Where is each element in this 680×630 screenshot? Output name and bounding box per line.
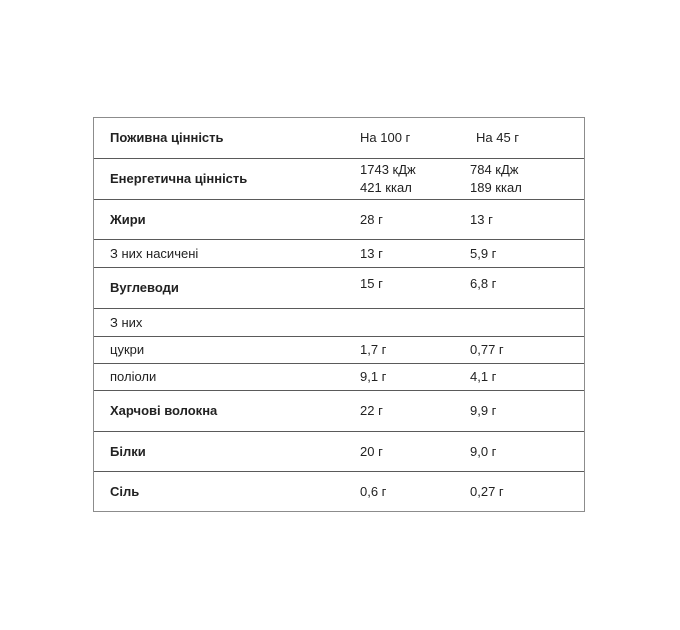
header-label: Поживна цінність bbox=[110, 130, 224, 145]
row-label: Вуглеводи bbox=[110, 280, 179, 295]
row-label: Сіль bbox=[110, 484, 140, 499]
row-value-45g: 9,0 г bbox=[470, 444, 497, 459]
table-row-saturated bbox=[94, 239, 584, 268]
table-row-of-which bbox=[94, 308, 584, 337]
row-label: З них bbox=[110, 315, 143, 330]
energy-45g-kcal: 189 ккал bbox=[470, 180, 522, 195]
row-value-45g: 13 г bbox=[470, 212, 493, 227]
row-label: цукри bbox=[110, 342, 145, 357]
row-value-45g: 0,27 г bbox=[470, 484, 504, 499]
row-label: Жири bbox=[110, 212, 146, 227]
row-value-100g: 13 г bbox=[360, 246, 383, 261]
nutrition-table bbox=[93, 117, 585, 512]
row-value-100g: 22 г bbox=[360, 403, 383, 418]
table-row-fats bbox=[94, 199, 584, 240]
row-value-45g: 9,9 г bbox=[470, 403, 497, 418]
row-value-100g: 1,7 г bbox=[360, 342, 387, 357]
table-row-energy bbox=[94, 158, 584, 200]
table-row-fiber bbox=[94, 390, 584, 432]
table-header-row bbox=[94, 118, 584, 158]
row-value-100g: 28 г bbox=[360, 212, 383, 227]
row-value-45g: 4,1 г bbox=[470, 369, 497, 384]
row-value-45g: 5,9 г bbox=[470, 246, 497, 261]
energy-45g-kj: 784 кДж bbox=[470, 162, 519, 177]
row-value-100g: 0,6 г bbox=[360, 484, 387, 499]
header-col-per-45g: На 45 г bbox=[476, 130, 520, 145]
row-label: поліоли bbox=[110, 369, 157, 384]
table-row-sugars bbox=[94, 336, 584, 364]
energy-100g-kj: 1743 кДж bbox=[360, 162, 416, 177]
energy-100g-kcal: 421 ккал bbox=[360, 180, 412, 195]
row-label: Білки bbox=[110, 444, 146, 459]
row-value-100g: 15 г bbox=[360, 276, 383, 291]
row-label: Енергетична цінність bbox=[110, 171, 248, 186]
row-value-100g: 20 г bbox=[360, 444, 383, 459]
header-col-per-100g: На 100 г bbox=[360, 130, 411, 145]
row-value-100g: 9,1 г bbox=[360, 369, 387, 384]
row-value-45g: 6,8 г bbox=[470, 276, 497, 291]
table-row-proteins bbox=[94, 431, 584, 472]
table-row-polyols bbox=[94, 363, 584, 391]
table-row-carbohydrates bbox=[94, 267, 584, 309]
table-row-salt bbox=[94, 471, 584, 512]
row-label: Харчові волокна bbox=[110, 403, 218, 418]
row-label: З них насичені bbox=[110, 246, 199, 261]
row-value-45g: 0,77 г bbox=[470, 342, 504, 357]
